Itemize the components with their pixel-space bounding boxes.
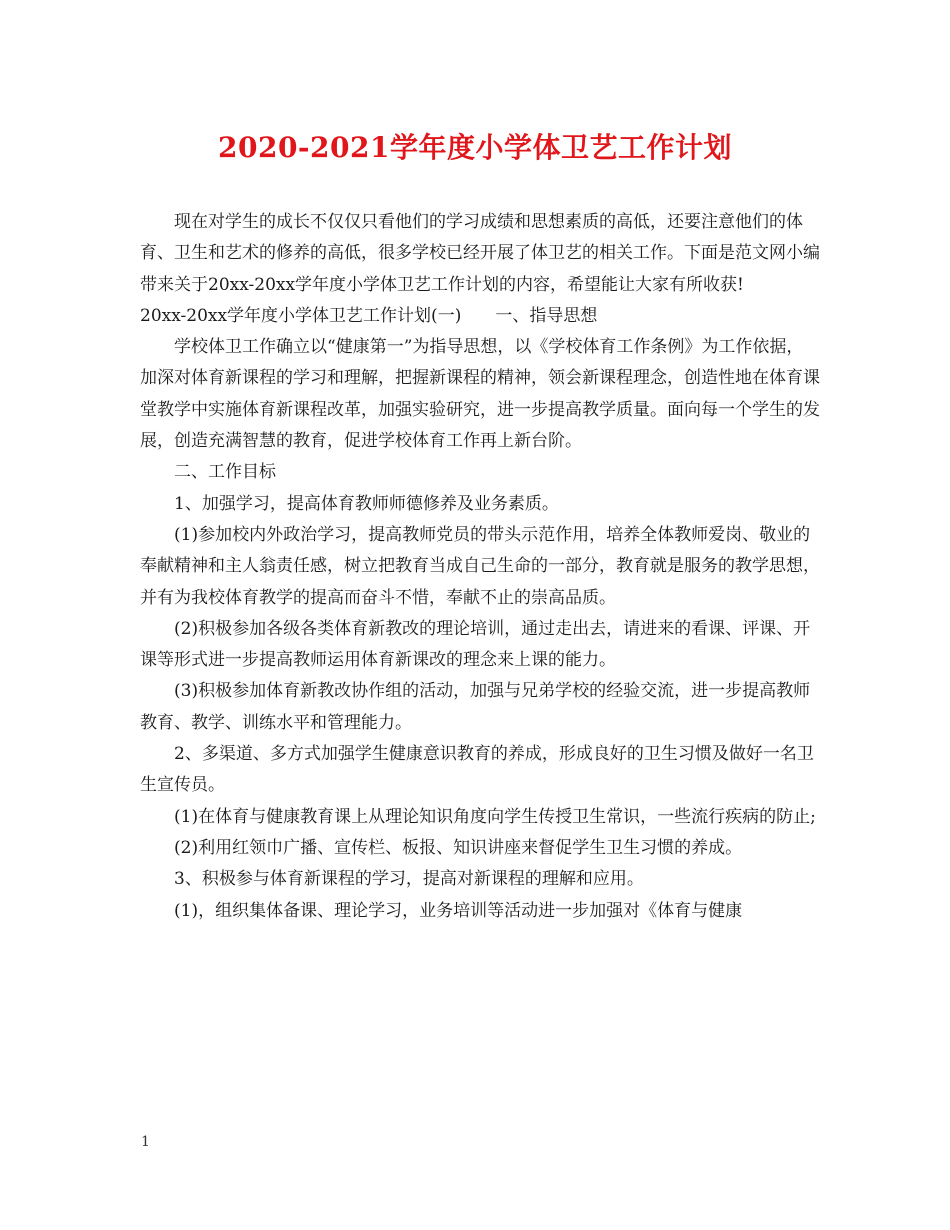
paragraph-section-heading: 20xx-20xx学年度小学体卫艺工作计划(一) 一、指导思想 [140,305,598,326]
paragraph-goal-1: 1、加强学习，提高体育教师师德修养及业务素质。 [174,493,559,514]
paragraph-goals-heading: 二、工作目标 [174,462,276,483]
paragraph-goal-1-item-1: (1)参加校内外政治学习，提高教师党员的带头示范作用，培养全体教师爱岗、敬业的奉献精神和主人翁责任感，树立把教育当成自己生命的一部分，教育就是服务的教学思想，并有为我校体育教学的提高而奋斗不惜，奉献不止的崇高品质。 [140,524,820,608]
paragraph-goal-2: 2、多渠道、多方式加强学生健康意识教育的养成，形成良好的卫生习惯及做好一名卫生宣传员。 [140,744,814,796]
paragraph-guiding-idea: 学校体卫工作确立以“健康第一”为指导思想，以《学校体育工作条例》为工作依据，加深对体育新课程的学习和理解，把握新课程的精神，领会新课程理念，创造性地在体育课堂教学中实施体育新课程改革，加强实验研究，进一步提高教学质量。面向每一个学生的发展，创造充满智慧的教育，促进学校体育工作再上新台阶。 [140,337,820,452]
document-title: 2020-2021学年度小学体卫艺工作计划 [218,131,732,164]
paragraph-goal-1-item-3: (3)积极参加体育新教改协作组的活动，加强与兄弟学校的经验交流，进一步提高教师教育、教学、训练水平和管理能力。 [140,681,811,733]
paragraph-goal-2-item-2: (2)利用红领巾广播、宣传栏、板报、知识讲座来督促学生卫生习惯的养成。 [174,837,743,858]
paragraph-goal-2-item-1: (1)在体育与健康教育课上从理论知识角度向学生传授卫生常识，一些流行疾病的防止; [174,806,816,827]
document-body [140,207,820,927]
paragraph-goal-3: 3、积极参与体育新课程的学习，提高对新课程的理解和应用。 [174,869,644,890]
paragraph-goal-1-item-2: (2)积极参加各级各类体育新教改的理论培训，通过走出去，请进来的看课、评课、开课等形式进一步提高教师运用体育新课改的理念来上课的能力。 [140,618,811,671]
paragraph-goal-3-item-1: (1)，组织集体备课、理论学习，业务培训等活动进一步加强对《体育与健康 [174,900,743,921]
page-number: 1 [141,1134,150,1150]
paragraph-intro: 现在对学生的成长不仅仅只看他们的学习成绩和思想素质的高低，还要注意他们的体育、卫生和艺术的修养的高低，很多学校已经开展了体卫艺的相关工作。下面是范文网小编带来关于20xx-20xx学年度小学体卫艺工作计划的内容，希望能让大家有所收获! [140,212,820,295]
